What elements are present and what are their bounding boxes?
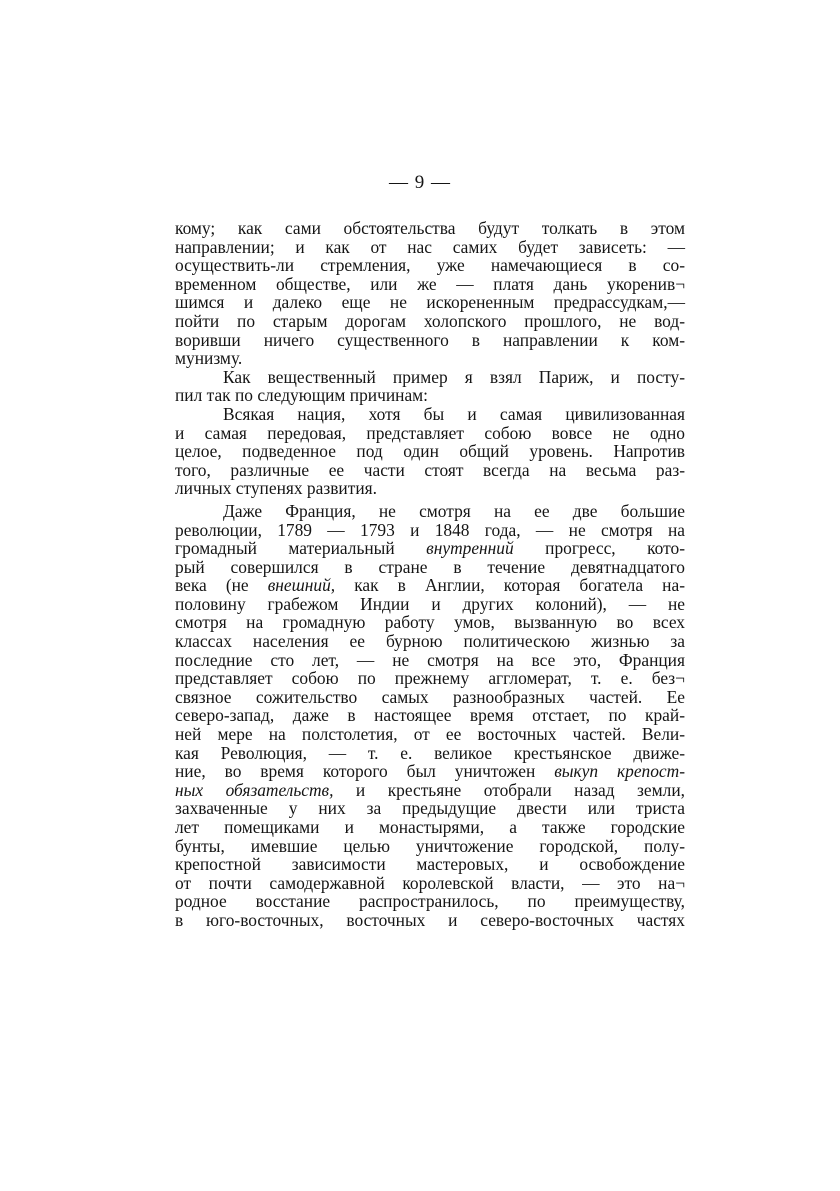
text-line: осуществить-ли стремления, уже намечающиеся в со- — [175, 255, 685, 276]
text-line: связное сожительство самых разнообразных частей. Ее — [175, 686, 685, 707]
paragraph-2 — [175, 368, 685, 405]
italic-text: выкуп крепост- — [554, 761, 686, 782]
italic-text: внутренний — [426, 538, 514, 559]
page-number: — 9 — — [389, 172, 451, 193]
paragraph-1 — [175, 219, 685, 368]
text-line: родное восстание распространилось, по преимуществу, — [175, 891, 685, 912]
text-line: ней мере на полстолетия, от ее восточных частей. Вели- — [175, 724, 685, 745]
text-line: и самая передовая, представляет собою вовсе не одно — [175, 422, 685, 443]
text-line: смотря на громадную работу умов, вызванную во всех — [175, 612, 685, 633]
text-segment: ние, во время которого был уничтожен — [175, 761, 555, 782]
text-line: пил так по следующим причинам: — [175, 385, 429, 406]
text-line: Даже Франция, не смотря на ее две большие — [223, 500, 685, 521]
text-line-with-italic — [175, 781, 685, 800]
text-line-with-italic — [175, 762, 685, 781]
text-line: северо-запад, даже в настоящее время отстает, по край- — [175, 705, 685, 726]
text-line: направлении; и как от нас самих будет зависеть: — — [175, 236, 685, 257]
text-line: временном обществе, или же — платя дань укоренив¬ — [175, 273, 685, 294]
text-line: шимся и далеко еще не искорененным предрассудкам,— — [175, 292, 685, 313]
text-segment: громадный материальный — [175, 538, 427, 559]
text-line: захваченные у них за предыдущие двести или триста — [175, 798, 685, 819]
paragraph-4 — [175, 502, 685, 930]
body-text — [175, 219, 685, 930]
text-line: Как вещественный пример я взял Париж, и посту- — [223, 366, 685, 387]
text-line: личных ступенях развития. — [175, 478, 377, 499]
text-line: того, различные ее части стоят всегда на весьма раз- — [175, 459, 685, 480]
italic-text: ных обязательств, — [175, 779, 334, 800]
text-line: бунты, имевшие целью уничтожение городской, полу- — [175, 835, 685, 856]
text-segment: и крестьяне отобрали назад земли, — [333, 779, 685, 800]
text-line: Всякая нация, хотя бы и самая цивилизованная — [223, 403, 685, 424]
text-line: представляет собою по прежнему аггломерат, т. е. без¬ — [175, 668, 685, 689]
text-line: целое, подведенное под один общий уровень. Напротив — [175, 441, 685, 462]
text-line: лет помещиками и монастырями, а также городские — [175, 817, 685, 837]
text-line: половину грабежом Индии и других колоний), — не — [175, 593, 685, 614]
text-segment: как в Англии, которая богатела на- — [335, 575, 685, 596]
text-line: последние сто лет, — не смотря на все это, Франция — [175, 649, 685, 670]
text-line-with-italic — [175, 539, 685, 558]
text-line: кому; как сами обстоятельства будут толкать в этом — [175, 218, 685, 238]
text-segment: века (не — [175, 575, 268, 596]
text-line: от почти самодержавной королевской власти, — это на¬ — [175, 872, 685, 893]
paragraph-3 — [175, 405, 685, 498]
text-line-with-italic — [175, 576, 685, 595]
text-line: пойти по старым дорогам холопского прошлого, не вод- — [175, 310, 685, 331]
text-line: рый совершился в стране в течение девятнадцатого — [175, 556, 685, 577]
italic-text: внешний, — [267, 575, 336, 596]
text-segment: прогресс, кото- — [513, 538, 685, 559]
text-line: классах населения ее бурною политическою жизнью за — [175, 631, 685, 652]
text-line: воривши ничего существенного в направлении к ком- — [175, 329, 685, 350]
text-line: кая Революция, — т. е. великое крестьянское движе- — [175, 742, 685, 763]
text-line: в юго-восточных, восточных и северо-восточных частях — [175, 909, 685, 930]
text-line: мунизму. — [175, 348, 243, 369]
text-line: крепостной зависимости мастеровых, и освобождение — [175, 854, 685, 875]
text-line: революции, 1789 — 1793 и 1848 года, — не смотря на — [175, 519, 685, 540]
